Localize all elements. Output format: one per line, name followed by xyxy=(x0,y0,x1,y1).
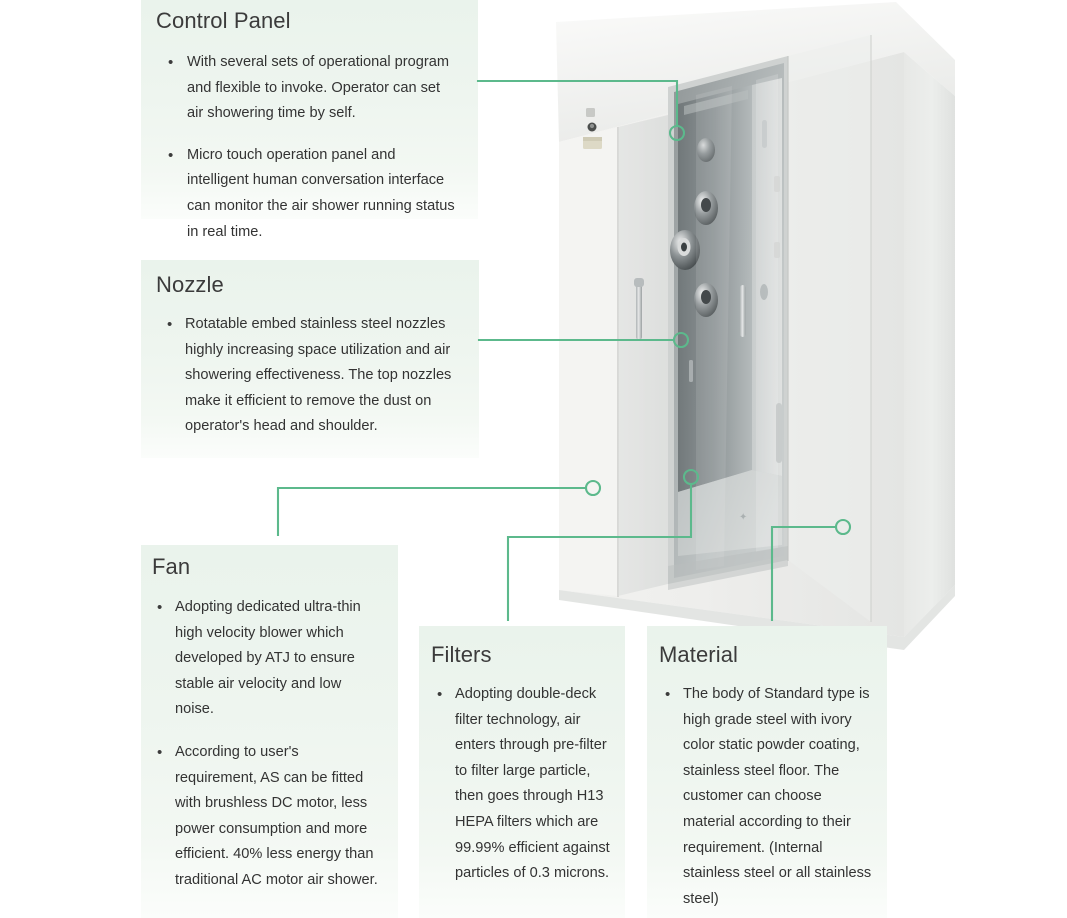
panel-bullets-filters xyxy=(419,668,625,887)
bullet-glyph: • xyxy=(168,54,174,71)
bullet-glyph: • xyxy=(437,686,443,703)
callout-line-fan xyxy=(278,488,586,535)
bullet-text: The body of Standard type is high grade steel with ivory color static powder coating, stainless steel floor. The customer can choose material according to their requirement. (Internal stainless steel or all stainless steel) xyxy=(683,686,872,907)
panel-bullets-material xyxy=(647,668,887,912)
list-item xyxy=(163,312,461,440)
bullet-text: With several sets of operational program and flexible to invoke. Operator can set air showering time by self. xyxy=(187,54,449,122)
bullet-glyph: • xyxy=(157,599,163,616)
panel-bullets-fan xyxy=(141,580,398,894)
panel-title-fan: Fan xyxy=(152,554,191,579)
panel-title-control-panel: Control Panel xyxy=(156,8,291,33)
panel-title-nozzle: Nozzle xyxy=(156,272,224,297)
panel-material xyxy=(647,626,887,918)
panel-bullets-control-panel xyxy=(141,34,478,245)
bullet-glyph: • xyxy=(665,686,671,703)
panel-filters xyxy=(419,626,625,918)
bullet-text: Rotatable embed stainless steel nozzles highly increasing space utilization and air showering effectiveness. The top nozzles make it efficient to remove the dust on operator's head and shoulder. xyxy=(185,316,452,435)
list-item xyxy=(163,50,460,127)
list-item xyxy=(433,682,615,887)
bullet-text: According to user's requirement, AS can be fitted with brushless DC motor, less power consumption and more efficient. 40% less energy than traditional AC motor air shower. xyxy=(175,743,378,888)
bullet-glyph: • xyxy=(157,743,163,761)
list-item xyxy=(661,682,875,912)
list-item xyxy=(155,595,382,723)
panel-bullets-nozzle xyxy=(141,298,479,440)
bullet-text: Micro touch operation panel and intelligent human conversation interface can monitor the air shower running status in real time. xyxy=(187,146,455,240)
panel-title-filters: Filters xyxy=(431,642,492,667)
panel-control-panel xyxy=(141,0,478,240)
panel-nozzle xyxy=(141,260,479,458)
air-shower-illustration xyxy=(556,0,956,655)
svg-text:✦: ✦ xyxy=(739,512,748,523)
list-item xyxy=(155,740,382,894)
bullet-glyph: • xyxy=(167,316,173,333)
bullet-text: Adopting dedicated ultra-thin high velocity blower which developed by ATJ to ensure stable air velocity and low noise. xyxy=(175,599,361,718)
bullet-text: Adopting double-deck filter technology, air enters through pre-filter to filter large particle, then goes through H13 HEPA filters which are 99.99% efficient against particles of 0.3 microns. xyxy=(455,686,610,882)
panel-title-material: Material xyxy=(659,642,739,667)
list-item xyxy=(163,143,460,245)
air-shower-photo xyxy=(556,0,956,655)
door-handle-right xyxy=(740,285,746,337)
bullet-glyph: • xyxy=(168,146,174,164)
panel-fan xyxy=(141,545,398,918)
